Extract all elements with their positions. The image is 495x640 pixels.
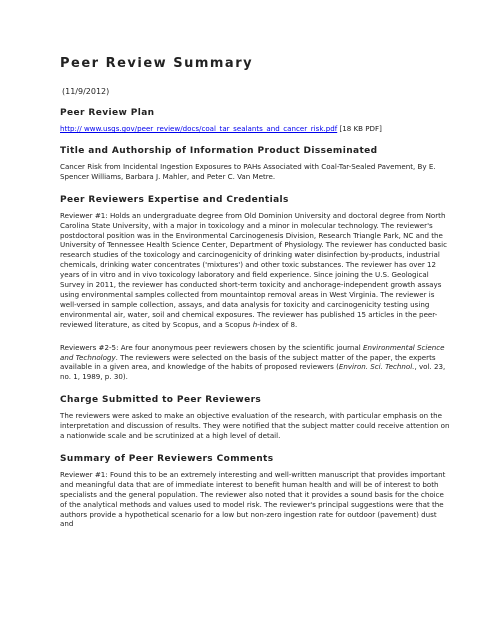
reviewers-2-5-text-b: . The reviewers were selected on the basis of the subject matter of the paper, the experts available in a given area, and knowledge of the habits of proposed reviewers (: [60, 352, 436, 372]
reviewers-2-5-text-c: , vol. 23, no. 1, 1989, p. 30).: [60, 362, 446, 382]
reviewers-2-5-paragraph: [60, 343, 452, 383]
summary-paragraph: Reviewer #1: Found this to be an extremely interesting and well-written manuscript that provides important and meaningful data that are of immediate interest to benefit human health and will be of interest to both specialists and the general population. The reviewer also noted that it provides a sound basis for the choice of the analytical methods and values used to model risk. The reviewer's principal suggestions were that the authors provide a hypothetical scenario for a low but non-zero ingestion rate for outdoor (pavement) dust and: [60, 469, 446, 529]
h-index-letter: h: [252, 319, 258, 329]
section-heading-charge: Charge Submitted to Peer Reviewers: [60, 395, 262, 406]
title-authorship-paragraph: Cancer Risk from Incidental Ingestion Exposures to PAHs Associated with Coal-Tar-Sealed Pavement, By E. Spencer Williams, Barbara J. Mahler, and Peter C. Van Metre.: [60, 161, 436, 181]
peer-review-plan-paragraph: [60, 124, 452, 134]
reviewer-1-credentials-end: -index of 8.: [257, 319, 298, 329]
reviewers-2-5-text-a: Reviewers #2-5: Are four anonymous peer reviewers chosen by the scientific journal: [60, 342, 363, 352]
section-heading-expertise: Peer Reviewers Expertise and Credentials: [60, 194, 289, 205]
reviewer-1-credentials-paragraph: [60, 211, 452, 330]
section-heading-title-authorship: Title and Authorship of Information Product Disseminated: [60, 145, 378, 156]
page-title: Peer Review Summary: [60, 56, 254, 71]
document-date: (11/9/2012): [62, 87, 110, 96]
peer-review-plan-link[interactable]: http:// www.usgs.gov/peer_review/docs/coal_tar_sealants_and_cancer_risk.pdf: [60, 124, 338, 133]
charge-paragraph: The reviewers were asked to make an objective evaluation of the research, with particular emphasis on the interpretation and discussion of results. They were notified that the subject matter could receive attention on a nationwide scale and be scrutinized at a high level of detail.: [60, 411, 450, 441]
section-heading-summary: Summary of Peer Reviewers Comments: [60, 453, 274, 464]
peer-review-plan-file-info: [18 KB PDF]: [337, 124, 382, 133]
document-content: [60, 56, 452, 542]
journal-citation: Environ. Sci. Technol.: [338, 362, 415, 372]
journal-name: Environmental Science and Technology: [60, 342, 445, 362]
section-heading-peer-review-plan: Peer Review Plan: [60, 108, 155, 118]
reviewer-1-credentials-text: Reviewer #1: Holds an undergraduate degree from Old Dominion University and doctoral degree from North Carolina State University, with a major in toxicology and a minor in molecular technology. The reviewer's postdoctoral position was in the Environmental Carcinogenesis Division, Research Triangle Park, NC and the University of Tennessee Health Science Center, Department of Physiology. The reviewer has conducted basic research studies of the toxicology and carcinogenicity of drinking water disinfection by-products, industrial chemicals, drinking water concentrates ('mixtures') and other toxic substances. The reviewer has over 12 years of in vitro and in vivo toxicology laboratory and field experience. Since joining the U.S. Geological Survey in 2011, the reviewer has conducted short-term toxicity and anchorage-independent growth assays using environmental samples collected from mountaintop removal areas in West Virginia. The reviewer is well-versed in sample collection, assays, and data analysis for toxicity and carcinogenicity testing using environmental air, water, soil and chemical exposures. The reviewer has published 15 articles in the peer-reviewed literature, as cited by Scopus, and a Scopus: [60, 210, 447, 329]
